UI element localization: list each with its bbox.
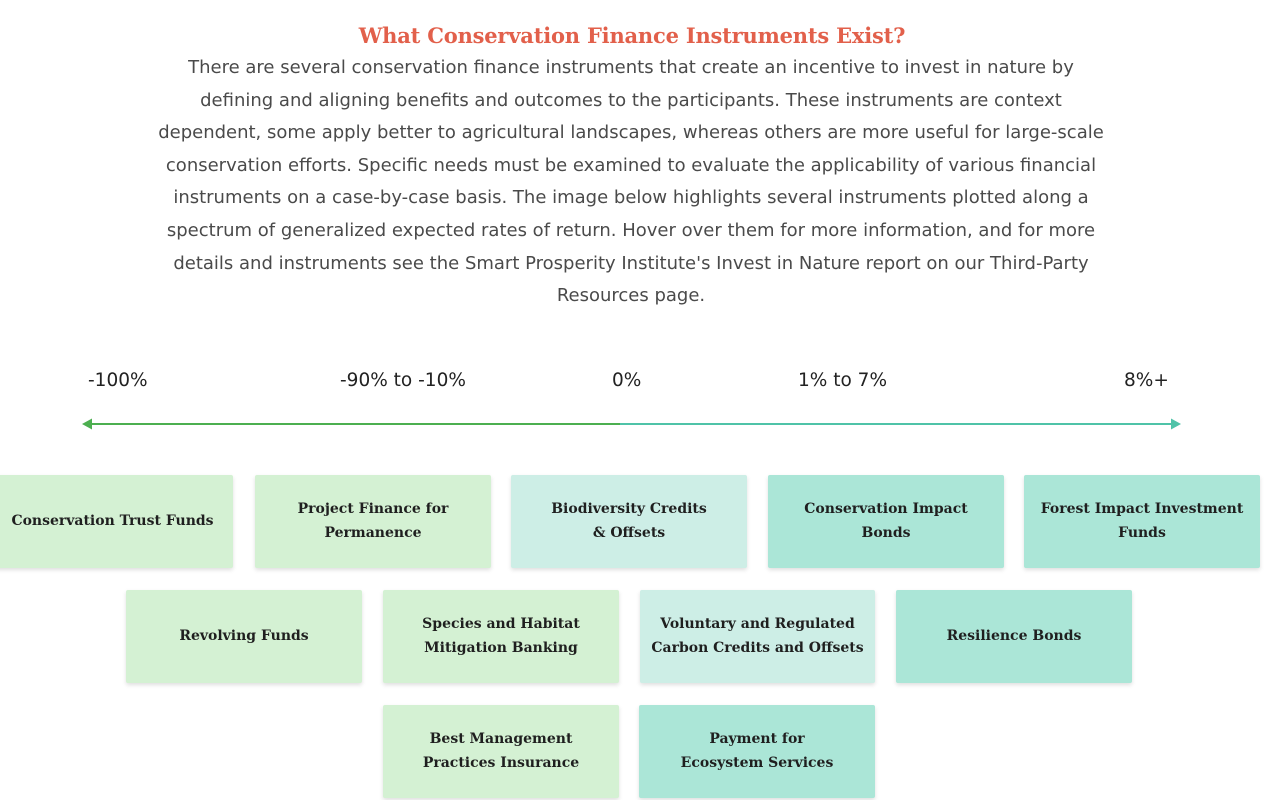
instrument-payment-ecosystem-services[interactable]: [639, 705, 875, 798]
instrument-biodiversity-credits-offsets[interactable]: [511, 475, 747, 568]
instrument-carbon-credits-offsets[interactable]: [640, 590, 875, 683]
page-title: What Conservation Finance Instruments Exist?: [358, 23, 906, 49]
instrument-label: Forest Impact Investment Funds: [1040, 501, 1244, 541]
instrument-label: Revolving Funds: [179, 627, 309, 644]
tick-label-minus-90-to-minus-10: -90% to -10%: [340, 370, 466, 391]
instrument-label: Payment for Ecosystem Services: [680, 731, 834, 771]
instrument-forest-impact-investment-funds[interactable]: [1024, 475, 1260, 568]
tick-label-8-plus: 8%+: [1124, 370, 1169, 391]
instrument-label: Species and Habitat Mitigation Banking: [422, 616, 580, 656]
instrument-label: Project Finance for Permanence: [297, 501, 449, 541]
tick-label-zero: 0%: [612, 370, 642, 391]
tick-label-minus-100: -100%: [88, 370, 148, 391]
arrow-left-icon: [82, 419, 92, 430]
instrument-bmp-insurance[interactable]: [383, 705, 619, 798]
instrument-label: Conservation Trust Funds: [11, 512, 214, 529]
tick-label-1-to-7: 1% to 7%: [798, 370, 888, 391]
instrument-species-habitat-mitigation-banking[interactable]: [383, 590, 619, 683]
instrument-label: Voluntary and Regulated Carbon Credits and Offsets: [651, 616, 864, 656]
intro-paragraph: There are several conservation finance instruments that create an incentive to invest in nature by defining and aligning benefits and outcomes to the participants. These instruments are context dependent, some apply better to agricultural landscapes, whereas others are more useful for large-scale conservation efforts. Specific needs must be examined to evaluate the applicability of various financial instruments on a case-by-case basis. The image below highlights several instruments plotted along a spectrum of generalized expected rates of return. Hover over them for more information, and for more details and instruments see the Smart Prosperity Institute's Invest in Nature report on our Third-Party Resources page.: [158, 57, 1104, 307]
instrument-label: Conservation Impact Bonds: [804, 501, 968, 541]
instrument-label: Best Management Practices Insurance: [422, 731, 580, 771]
instrument-project-finance-permanence[interactable]: [255, 475, 491, 568]
return-spectrum-arrow: [0, 412, 1200, 436]
instrument-conservation-trust-funds[interactable]: [0, 475, 233, 568]
instrument-label: Resilience Bonds: [946, 627, 1082, 644]
instrument-resilience-bonds[interactable]: [896, 590, 1132, 683]
arrow-right-icon: [1171, 419, 1181, 430]
instrument-label: Biodiversity Credits & Offsets: [551, 501, 707, 541]
instrument-revolving-funds[interactable]: [126, 590, 362, 683]
instrument-conservation-impact-bonds[interactable]: [768, 475, 1004, 568]
